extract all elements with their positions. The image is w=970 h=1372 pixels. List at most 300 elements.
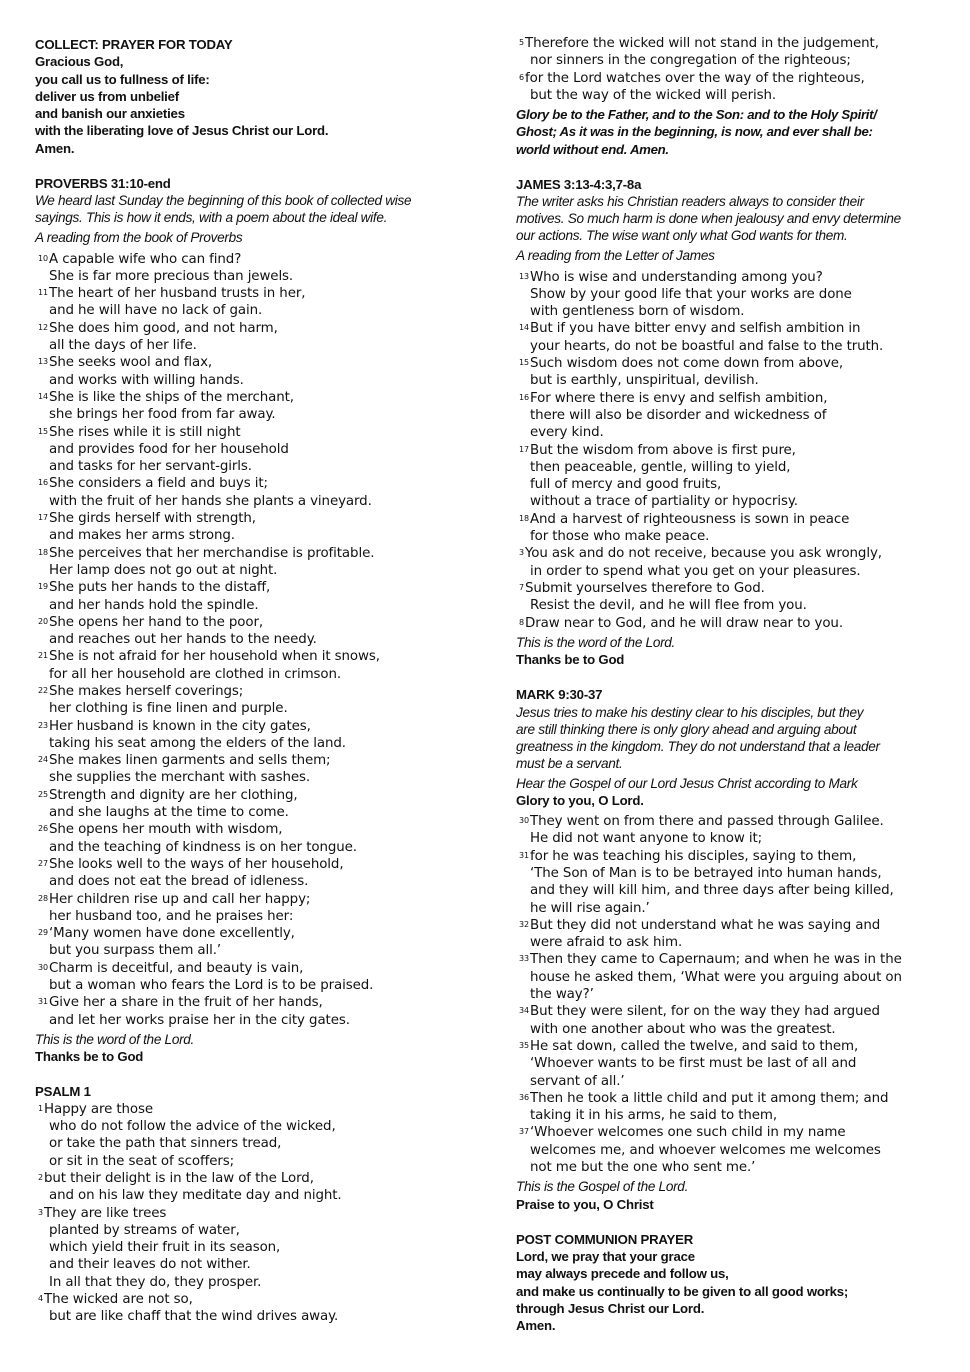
scripture-line [516, 1142, 948, 1159]
intro-line: greatness in the kingdom. They do not understand that a leader [516, 738, 880, 754]
verse-number: 29 [38, 928, 48, 938]
collect-text [35, 53, 475, 157]
verse-text: Submit yourselves therefore to God. [525, 580, 765, 596]
verse-number: 2 [38, 1172, 43, 1182]
mark-reading [516, 813, 948, 1176]
scripture-line [35, 406, 475, 423]
proverbs-response: Thanks be to God [35, 1049, 144, 1065]
scripture-line [35, 527, 475, 544]
collect-line: and banish our anxieties [35, 106, 185, 122]
scripture-line [35, 942, 475, 959]
verse-number: 3 [519, 548, 524, 558]
verse-text: taking it in his arms, he said to them, [530, 1108, 778, 1124]
verse-text: with one another about who was the greatest. [530, 1021, 836, 1037]
scripture-line [35, 268, 475, 285]
verse-text: but the way of the wicked will perish. [530, 87, 777, 103]
verse-number: 26 [38, 824, 48, 834]
scripture-line [516, 70, 948, 87]
verse-text: who do not follow the advice of the wicked, [49, 1119, 336, 1135]
scripture-line [516, 545, 948, 562]
scripture-line [516, 951, 948, 968]
scripture-line [516, 1003, 948, 1020]
scripture-line [35, 1205, 475, 1222]
verse-text: She looks well to the ways of her household, [48, 856, 344, 872]
verse-text: and let her works praise her in the city gates. [49, 1012, 350, 1028]
james-section [516, 176, 948, 668]
scripture-line [35, 1012, 475, 1029]
verse-number: 30 [38, 962, 48, 972]
verse-text: Then he took a little child and put it among them; and [529, 1090, 889, 1106]
scripture-line [516, 813, 948, 830]
verse-text: Give her a share in the fruit of her hands, [48, 995, 323, 1011]
verse-text: and works with willing hands. [49, 372, 244, 388]
verse-text: Her husband is known in the city gates, [48, 718, 311, 734]
scripture-line [35, 251, 475, 268]
proverbs-reading [35, 251, 475, 1029]
post-communion-section [516, 1231, 948, 1335]
james-closing: This is the word of the Lord. [516, 634, 676, 650]
verse-text: all the days of her life. [49, 338, 197, 354]
verse-text: She girds herself with strength, [48, 511, 256, 527]
scripture-line [516, 511, 948, 528]
scripture-line [35, 804, 475, 821]
scripture-line [516, 597, 948, 614]
verse-text: and tasks for her servant-girls. [49, 459, 252, 475]
verse-text: her clothing is fine linen and purple. [49, 701, 288, 717]
right-column [516, 35, 948, 1335]
verse-text: Resist the devil, and he will flee from you. [530, 598, 807, 614]
collect-line: Gracious God, [35, 54, 124, 70]
scripture-line [516, 1073, 948, 1090]
verse-text: They went on from there and passed through Galilee. [529, 814, 884, 830]
mark-closing: This is the Gospel of the Lord. [516, 1179, 689, 1195]
verse-number: 14 [38, 391, 48, 401]
verse-text: and the teaching of kindness is on her tongue. [49, 839, 357, 855]
scripture-line [516, 900, 948, 917]
verse-text: Draw near to God, and he will draw near to you. [525, 615, 843, 631]
post-communion-line: and make us continually to be given to all good works; [516, 1283, 849, 1299]
verse-text: ‘Whoever wants to be first must be last of all and [530, 1056, 857, 1072]
collect-section [35, 36, 475, 157]
verse-text: for all her household are clothed in crimson. [49, 666, 342, 682]
scripture-line [516, 580, 948, 597]
verse-number: 6 [519, 72, 524, 82]
scripture-line [35, 510, 475, 527]
verse-text: with gentleness born of wisdom. [530, 304, 745, 320]
verse-text: she supplies the merchant with sashes. [49, 770, 311, 786]
verse-text: Her lamp does not go out at night. [49, 562, 278, 578]
scripture-line [35, 337, 475, 354]
verse-number: 16 [519, 392, 529, 402]
scripture-line [516, 1159, 948, 1176]
verse-number: 18 [38, 547, 48, 557]
verse-text: But the wisdom from above is first pure, [529, 442, 796, 458]
verse-text: He did not want anyone to know it; [530, 831, 763, 847]
intro-line: The writer asks his Christian readers always to consider their [516, 194, 864, 210]
verse-number: 19 [38, 582, 48, 592]
verse-text: he will rise again.’ [530, 900, 650, 916]
scripture-line [35, 735, 475, 752]
scripture-line [516, 459, 948, 476]
verse-number: 15 [519, 358, 529, 368]
scripture-line [35, 994, 475, 1011]
verse-number: 32 [519, 919, 529, 929]
scripture-line [516, 1124, 948, 1141]
scripture-line [516, 848, 948, 865]
verse-text: A capable wife who can find? [48, 251, 242, 267]
intro-line: motives. So much harm is done when jealousy and envy determine [516, 211, 901, 227]
verse-text: She is like the ships of the merchant, [48, 389, 294, 405]
scripture-line [516, 338, 948, 355]
scripture-line [35, 873, 475, 890]
verse-text: nor sinners in the congregation of the righteous; [530, 53, 851, 69]
collect-line: with the liberating love of Jesus Christ our Lord. [35, 123, 329, 139]
post-communion-line: through Jesus Christ our Lord. [516, 1301, 705, 1317]
verse-text: Strength and dignity are her clothing, [48, 787, 298, 803]
verse-text: her husband too, and he praises her: [49, 908, 294, 924]
scripture-line [516, 1055, 948, 1072]
scripture-line [516, 1021, 948, 1038]
scripture-line [35, 1153, 475, 1170]
scripture-line [35, 1170, 475, 1187]
scripture-line [516, 865, 948, 882]
scripture-line [35, 545, 475, 562]
verse-number: 8 [519, 617, 524, 627]
scripture-line [35, 424, 475, 441]
scripture-line [35, 925, 475, 942]
scripture-line [516, 882, 948, 899]
mark-announce-response: Glory to you, O Lord. [516, 792, 644, 808]
verse-number: 17 [38, 513, 48, 523]
scripture-line [35, 700, 475, 717]
verse-text: every kind. [530, 425, 604, 441]
verse-text: but a woman who fears the Lord is to be praised. [49, 978, 374, 994]
verse-number: 33 [519, 954, 529, 964]
verse-text: with the fruit of her hands she plants a vineyard. [49, 493, 372, 509]
scripture-line [516, 35, 948, 52]
verse-number: 4 [38, 1294, 43, 1303]
verse-text: and on his law they meditate day and night. [49, 1188, 342, 1204]
verse-text: were afraid to ask him. [530, 935, 683, 951]
scripture-line [35, 821, 475, 838]
scripture-line [516, 442, 948, 459]
intro-line: We heard last Sunday the beginning of this book of collected wise [35, 193, 412, 209]
scripture-line [35, 1274, 475, 1291]
verse-number: 25 [38, 789, 48, 799]
verse-text: your hearts, do not be boastful and false to the truth. [530, 338, 884, 354]
verse-text: for he was teaching his disciples, saying to them, [529, 848, 857, 864]
scripture-line [35, 1187, 475, 1204]
verse-text: for the Lord watches over the way of the righteous, [525, 70, 865, 86]
verse-text: You ask and do not receive, because you ask wrongly, [525, 546, 882, 562]
scripture-line [516, 615, 948, 632]
post-communion-line: Amen. [516, 1318, 556, 1334]
scripture-line [516, 286, 948, 303]
james-announce: A reading from the Letter of James [516, 248, 715, 264]
scripture-line [35, 579, 475, 596]
verse-text: but is earthly, unspiritual, devilish. [530, 373, 759, 389]
psalm-reading [35, 1101, 475, 1326]
verse-text: She considers a field and buys it; [48, 476, 268, 492]
scripture-line [516, 1038, 948, 1055]
post-communion-line: Lord, we pray that your grace [516, 1249, 695, 1265]
verse-text: without a trace of partiality or hypocrisy. [530, 494, 798, 510]
scripture-line [516, 1090, 948, 1107]
mark-heading: MARK 9:30-37 [516, 687, 603, 703]
scripture-line [35, 891, 475, 908]
verse-number: 12 [38, 322, 48, 332]
verse-text: taking his seat among the elders of the land. [49, 735, 346, 751]
verse-number: 28 [38, 893, 48, 903]
proverbs-announce: A reading from the book of Proverbs [35, 230, 243, 246]
verse-text: and reaches out her hands to the needy. [49, 632, 317, 648]
verse-number: 21 [38, 651, 48, 661]
verse-text: and she laughs at the time to come. [49, 805, 289, 821]
verse-text: and they will kill him, and three days after being killed, [530, 883, 894, 899]
proverbs-heading: PROVERBS 31:10-end [35, 176, 171, 192]
scripture-line [35, 1101, 475, 1118]
verse-text: She makes herself coverings; [48, 684, 244, 699]
verse-number: 10 [38, 253, 48, 263]
verse-text: The heart of her husband trusts in her, [48, 286, 306, 302]
scripture-line [35, 631, 475, 648]
verse-text: and makes her arms strong. [49, 528, 235, 544]
mark-intro [516, 704, 948, 772]
proverbs-section [35, 175, 475, 1065]
verse-text: She does him good, and not harm, [48, 320, 278, 336]
scripture-line [516, 934, 948, 951]
verse-text: planted by streams of water, [49, 1222, 240, 1238]
verse-number: 16 [38, 478, 48, 488]
psalm-reading-continued [516, 35, 948, 104]
verse-number: 27 [38, 858, 48, 868]
scripture-line [35, 787, 475, 804]
verse-text: then peaceable, gentle, willing to yield, [530, 459, 791, 475]
verse-text: in order to spend what you get on your pleasures. [530, 563, 861, 579]
verse-text: ‘Many women have done excellently, [48, 926, 295, 942]
scripture-line [35, 1308, 475, 1325]
scripture-line [516, 986, 948, 1003]
verse-text: welcomes me, and whoever welcomes me welcomes [530, 1142, 881, 1158]
scripture-line [35, 1222, 475, 1239]
verse-number: 34 [519, 1006, 529, 1016]
scripture-line [516, 355, 948, 372]
gloria-line: Glory be to the Father, and to the Son: and to the Holy Spirit/ [516, 107, 877, 123]
verse-number: 18 [519, 513, 529, 523]
verse-text: And a harvest of righteousness is sown in peace [529, 511, 850, 527]
scripture-line [516, 969, 948, 986]
scripture-line [35, 1135, 475, 1152]
verse-text: or sit in the seat of scoffers; [49, 1153, 235, 1169]
verse-number: 3 [38, 1207, 43, 1217]
verse-text: She is far more precious than jewels. [49, 268, 294, 284]
verse-text: Show by your good life that your works are done [530, 286, 852, 302]
verse-number: 37 [519, 1127, 529, 1137]
scripture-line [35, 960, 475, 977]
scripture-line [35, 683, 475, 700]
scripture-line [35, 614, 475, 631]
scripture-line [516, 424, 948, 441]
scripture-line [35, 839, 475, 856]
scripture-line [35, 475, 475, 492]
verse-number: 22 [38, 686, 48, 695]
scripture-line [516, 407, 948, 424]
scripture-line [516, 528, 948, 545]
verse-text: Then they came to Capernaum; and when he was in the [529, 952, 902, 968]
verse-number: 36 [519, 1092, 529, 1102]
intro-line: are still thinking there is only glory ahead and arguing about [516, 721, 857, 737]
verse-number: 31 [38, 997, 48, 1007]
scripture-line [516, 269, 948, 286]
verse-text: But they did not understand what he was saying and [529, 917, 881, 933]
verse-text: ‘The Son of Man is to be betrayed into human hands, [530, 866, 882, 881]
post-communion-line: may always precede and follow us, [516, 1266, 729, 1282]
scripture-line [516, 87, 948, 104]
verse-text: full of mercy and good fruits, [530, 477, 722, 493]
james-heading: JAMES 3:13-4:3,7-8a [516, 177, 642, 193]
verse-text: Such wisdom does not come down from above, [529, 356, 844, 372]
scripture-line [35, 320, 475, 337]
scripture-line [35, 1118, 475, 1135]
intro-line: must be a servant. [516, 755, 623, 771]
verse-text: and does not eat the bread of idleness. [49, 874, 309, 890]
scripture-line [35, 372, 475, 389]
verse-text: there will also be disorder and wickedness of [530, 407, 827, 423]
scripture-line [35, 752, 475, 769]
verse-text: the way?’ [530, 987, 594, 1003]
verse-text: she brings her food from far away. [49, 407, 276, 423]
psalm-heading: PSALM 1 [35, 1084, 91, 1100]
verse-number: 7 [519, 582, 524, 592]
verse-text: She opens her hand to the poor, [48, 614, 264, 630]
verse-text: but you surpass them all.’ [49, 943, 222, 959]
scripture-line [35, 354, 475, 371]
james-response: Thanks be to God [516, 652, 625, 668]
verse-text: and their leaves do not wither. [49, 1257, 251, 1273]
verse-text: She puts her hands to the distaff, [48, 580, 271, 596]
verse-number: 5 [519, 38, 524, 47]
intro-line: Jesus tries to make his destiny clear to his disciples, but they [516, 704, 864, 720]
gloria-patri [516, 106, 948, 158]
scripture-line [35, 1256, 475, 1273]
verse-number: 11 [38, 288, 48, 298]
verse-text: Charm is deceitful, and beauty is vain, [48, 960, 304, 976]
verse-text: The wicked are not so, [44, 1292, 193, 1307]
verse-number: 24 [38, 755, 48, 765]
collect-line: deliver us from unbelief [35, 88, 179, 104]
verse-number: 31 [519, 850, 529, 860]
verse-number: 23 [38, 720, 48, 730]
verse-number: 15 [38, 426, 48, 436]
verse-text: for those who make peace. [530, 529, 710, 545]
verse-text: Who is wise and understanding among you? [529, 269, 823, 285]
scripture-line [35, 718, 475, 735]
scripture-line [516, 830, 948, 847]
scripture-line [35, 1239, 475, 1256]
scripture-line [35, 562, 475, 579]
scripture-line [35, 493, 475, 510]
intro-line: our actions. The wise want only what God wants for them. [516, 228, 848, 244]
scripture-line [516, 390, 948, 407]
mark-response: Praise to you, O Christ [516, 1196, 654, 1212]
verse-text: They are like trees [44, 1205, 167, 1221]
scripture-line [35, 977, 475, 994]
verse-number: 30 [519, 816, 529, 826]
verse-text: She seeks wool and flax, [48, 355, 213, 371]
scripture-line [516, 1107, 948, 1124]
left-column [35, 36, 475, 1326]
mark-announce: Hear the Gospel of our Lord Jesus Christ according to Mark [516, 775, 858, 791]
james-reading [516, 269, 948, 632]
scripture-line [35, 302, 475, 319]
verse-text: For where there is envy and selfish ambition, [529, 390, 828, 406]
scripture-line [35, 1291, 475, 1308]
scripture-line [35, 597, 475, 614]
verse-text: but their delight is in the law of the Lord, [44, 1170, 314, 1186]
verse-text: She is not afraid for her household when it snows, [48, 649, 380, 665]
verse-text: Her children rise up and call her happy; [48, 891, 311, 907]
scripture-line [516, 303, 948, 320]
scripture-line [516, 493, 948, 510]
post-communion-heading: POST COMMUNION PRAYER [516, 1231, 694, 1247]
verse-number: 13 [519, 271, 529, 281]
scripture-line [35, 285, 475, 302]
scripture-line [35, 769, 475, 786]
scripture-line [35, 648, 475, 665]
verse-number: 13 [38, 357, 48, 367]
scripture-line [516, 563, 948, 580]
verse-text: servant of all.’ [530, 1073, 625, 1089]
verse-text: She rises while it is still night [48, 424, 241, 440]
verse-text: which yield their fruit in its season, [49, 1240, 281, 1256]
verse-text: But if you have bitter envy and selfish ambition in [529, 321, 861, 337]
scripture-line [35, 908, 475, 925]
scripture-line [516, 476, 948, 493]
verse-text: In all that they do, they prosper. [49, 1274, 262, 1290]
collect-line: Amen. [35, 140, 75, 156]
verse-text: not me but the one who sent me.’ [530, 1160, 756, 1176]
verse-number: 20 [38, 616, 48, 626]
scripture-line [35, 458, 475, 475]
verse-text: She opens her mouth with wisdom, [48, 822, 283, 838]
verse-text: But they were silent, for on the way they had argued [529, 1004, 880, 1020]
verse-number: 35 [519, 1040, 529, 1050]
psalm-section [35, 1083, 475, 1325]
verse-text: and provides food for her household [49, 441, 289, 457]
scripture-line [35, 441, 475, 458]
verse-text: ‘Whoever welcomes one such child in my name [529, 1125, 846, 1141]
mark-section [516, 686, 948, 1213]
verse-text: She makes linen garments and sells them; [48, 753, 331, 769]
verse-text: and he will have no lack of gain. [49, 303, 263, 319]
collect-line: you call us to fullness of life: [35, 71, 210, 87]
verse-number: 14 [519, 323, 529, 333]
verse-text: Happy are those [44, 1101, 154, 1117]
verse-number: 17 [519, 444, 529, 454]
scripture-line [35, 856, 475, 873]
james-intro [516, 193, 948, 244]
collect-heading: COLLECT: PRAYER FOR TODAY [35, 37, 233, 52]
scripture-line [516, 372, 948, 389]
proverbs-closing: This is the word of the Lord. [35, 1031, 195, 1047]
scripture-line [35, 389, 475, 406]
scripture-line [35, 666, 475, 683]
verse-text: Therefore the wicked will not stand in the judgement, [525, 36, 879, 51]
gloria-line: Ghost; As it was in the beginning, is now, and ever shall be: [516, 124, 873, 140]
gloria-line: world without end. Amen. [516, 141, 669, 157]
verse-text: but are like chaff that the wind drives away. [49, 1309, 339, 1325]
verse-text: house he asked them, ‘What were you arguing about on [530, 969, 902, 985]
